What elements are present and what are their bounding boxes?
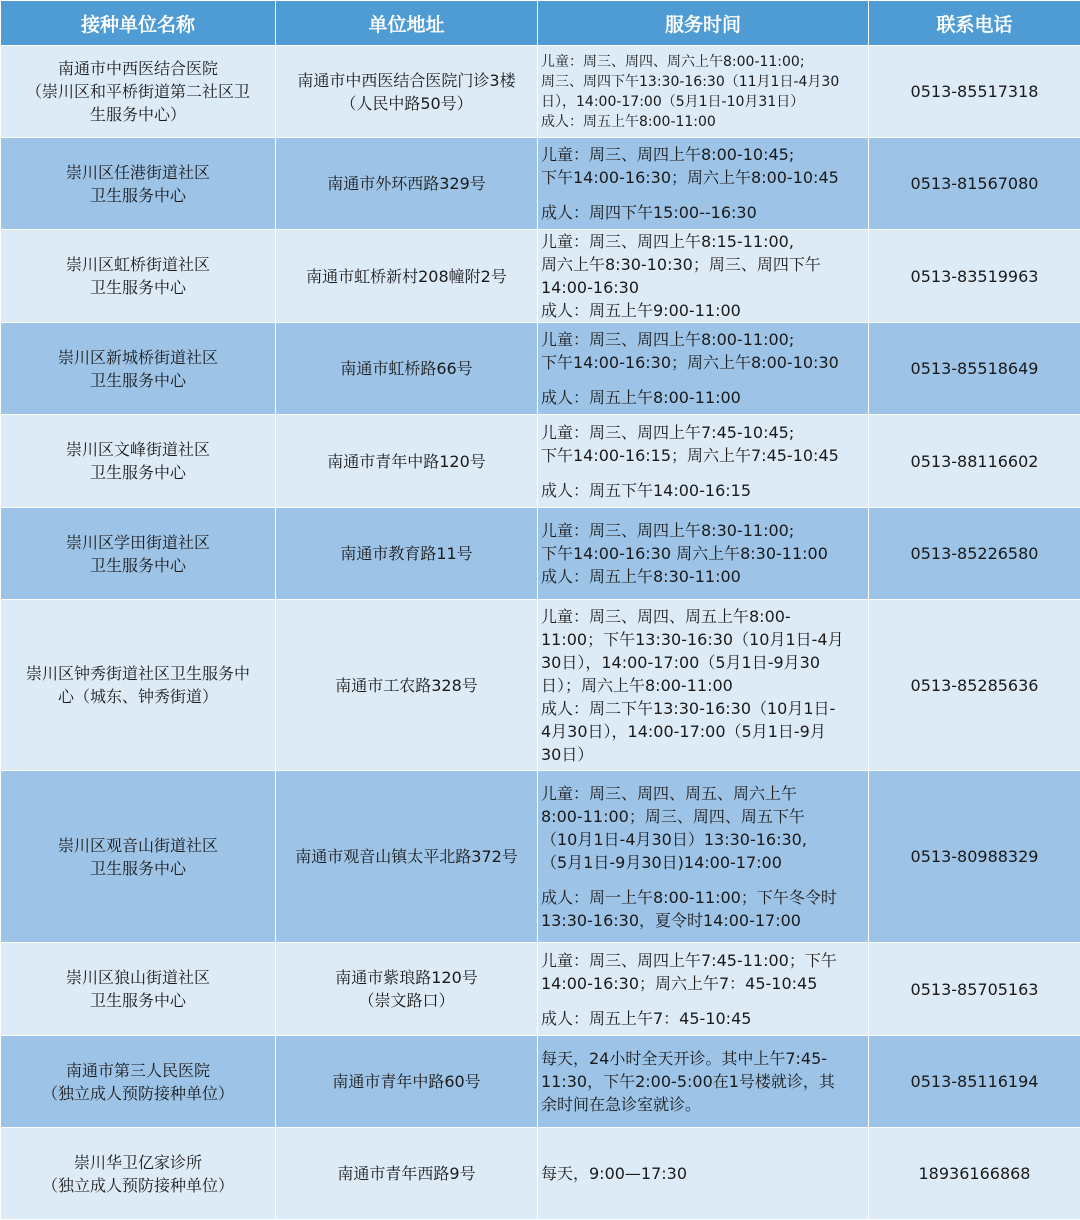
service-time-line: 成人：周一上午8:00-11:00；下午冬令时 [541,886,866,909]
site-name-line: 卫生服务中心 [5,857,271,880]
service-time [538,46,869,138]
site-address [276,943,538,1036]
service-time [538,1036,869,1128]
service-time-line: 成人：周四下午15:00--16:30 [541,201,866,224]
site-name-line: 崇川区钟秀街道社区卫生服务中 [5,662,271,685]
site-name [1,771,276,943]
table-row [1,415,1080,508]
service-time-line: 儿童：周三、周四、周五上午8:00- [541,605,866,628]
site-name [1,323,276,415]
service-time-line: 儿童：周三、周四上午8:00-11:00; [541,328,866,351]
site-address-line: （人民中路50号） [280,92,533,115]
spacer [541,874,866,886]
service-time-line: 11:30，下午2:00-5:00在1号楼就诊，其 [541,1070,866,1093]
service-time-line: 成人：周五上午9:00-11:00 [541,299,866,322]
site-address [276,1128,538,1220]
phone-number: 0513-85226580 [869,508,1080,600]
site-name-line: （崇川区和平桥街道第二社区卫 [5,80,271,103]
service-time-line: 4月30日），14:00-17:00（5月1日-9月 [541,720,866,743]
site-name-line: 卫生服务中心 [5,989,271,1012]
site-name [1,230,276,323]
site-address-line: （崇文路口） [280,989,533,1012]
site-address-line: 南通市观音山镇太平北路372号 [280,845,533,868]
site-name-line: 卫生服务中心 [5,554,271,577]
service-time-line: 余时间在急诊室就诊。 [541,1093,866,1116]
service-time-line: 日）；周六上午8:00-11:00 [541,674,866,697]
service-time-line: 周六上午8:30-10:30；周三、周四下午 [541,253,866,276]
table-row [1,600,1080,771]
site-name-line: 生服务中心） [5,103,271,126]
site-address [276,46,538,138]
site-address-line: 南通市外环西路329号 [280,172,533,195]
service-time-line: 14:00-16:30；周六上午7：45-10:45 [541,972,866,995]
site-name-line: 南通市中西医结合医院 [5,57,271,80]
header-address: 单位地址 [276,1,538,46]
phone-number: 0513-80988329 [869,771,1080,943]
service-time-line: 儿童：周三、周四、周六上午8:00-11:00; [541,52,866,72]
service-time-line: 下午14:00-16:30；周六上午8:00-10:30 [541,351,866,374]
site-address-line: 南通市虹桥路66号 [280,357,533,380]
service-time [538,508,869,600]
site-name [1,508,276,600]
site-name-line: 卫生服务中心 [5,276,271,299]
service-time-line: 儿童：周三、周四上午8:15-11:00, [541,230,866,253]
site-name-line: 崇川区文峰街道社区 [5,438,271,461]
site-name [1,415,276,508]
site-name-line: 南通市第三人民医院 [5,1059,271,1082]
site-name [1,1036,276,1128]
site-name-line: 卫生服务中心 [5,461,271,484]
site-name-line: 崇川区观音山街道社区 [5,834,271,857]
table-header-row [1,1,1080,46]
table-row [1,771,1080,943]
header-time: 服务时间 [538,1,869,46]
site-name [1,138,276,230]
service-time-line: 14:00-16:30 [541,276,866,299]
site-address-line: 南通市虹桥新村208幢附2号 [280,265,533,288]
site-address [276,771,538,943]
service-time-line: 下午14:00-16:30 周六上午8:30-11:00 [541,542,866,565]
service-time [538,138,869,230]
site-address [276,1036,538,1128]
service-time-line: 成人：周五上午8:00-11:00 [541,112,866,132]
phone-number: 0513-83519963 [869,230,1080,323]
service-time-line: 下午14:00-16:15；周六上午7:45-10:45 [541,444,866,467]
site-name-line: 崇川区任港街道社区 [5,161,271,184]
site-address-line: 南通市青年中路120号 [280,450,533,473]
site-address-line: 南通市青年西路9号 [280,1162,533,1185]
site-address [276,508,538,600]
site-address [276,230,538,323]
table-row [1,943,1080,1036]
service-time [538,323,869,415]
site-name-line: （独立成人预防接种单位） [5,1174,271,1197]
service-time-line: 儿童：周三、周四上午8:30-11:00; [541,519,866,542]
service-time-line: 儿童：周三、周四上午7:45-11:00；下午 [541,949,866,972]
table-row [1,46,1080,138]
site-address-line: 南通市青年中路60号 [280,1070,533,1093]
site-name-line: 崇川区新城桥街道社区 [5,346,271,369]
site-name-line: （独立成人预防接种单位） [5,1082,271,1105]
service-time-line: 儿童：周三、周四、周五、周六上午 [541,782,866,805]
table-row [1,230,1080,323]
site-name-line: 崇川区虹桥街道社区 [5,253,271,276]
service-time [538,600,869,771]
site-address [276,600,538,771]
service-time-line: 成人：周五上午8:30-11:00 [541,565,866,588]
service-time-line: 成人：周二下午13:30-16:30（10月1日- [541,697,866,720]
phone-number: 18936166868 [869,1128,1080,1220]
service-time-line: 日），14:00-17:00（5月1日-10月31日） [541,92,866,112]
site-address-line: 南通市教育路11号 [280,542,533,565]
service-time-line: 周三、周四下午13:30-16:30（11月1日-4月30 [541,72,866,92]
table-row [1,508,1080,600]
service-time-line: 儿童：周三、周四上午8:00-10:45; [541,143,866,166]
site-name-line: 心（城东、钟秀街道） [5,685,271,708]
site-address-line: 南通市工农路328号 [280,674,533,697]
site-address-line: 南通市中西医结合医院门诊3楼 [280,69,533,92]
service-time [538,1128,869,1220]
site-name [1,46,276,138]
table-row [1,323,1080,415]
phone-number: 0513-81567080 [869,138,1080,230]
service-time-line: 成人：周五上午7：45-10:45 [541,1007,866,1030]
site-name-line: 卫生服务中心 [5,184,271,207]
service-time [538,415,869,508]
table-row [1,138,1080,230]
site-name-line: 卫生服务中心 [5,369,271,392]
service-time-line: （5月1日-9月30日)14:00-17:00 [541,851,866,874]
phone-number: 0513-85705163 [869,943,1080,1036]
service-time-line: 8:00-11:00；周三、周四、周五下午 [541,805,866,828]
site-name-line: 崇川区学田街道社区 [5,531,271,554]
site-address [276,323,538,415]
header-name: 接种单位名称 [1,1,276,46]
service-time-line: 每天，9:00—17:30 [541,1162,866,1185]
service-time-line: （10月1日-4月30日）13:30-16:30, [541,828,866,851]
phone-number: 0513-85518649 [869,323,1080,415]
phone-number: 0513-85517318 [869,46,1080,138]
site-name-line: 崇川区狼山街道社区 [5,966,271,989]
service-time [538,230,869,323]
spacer [541,995,866,1007]
site-address [276,415,538,508]
table-row [1,1128,1080,1220]
service-time-line: 每天，24小时全天开诊。其中上午7:45- [541,1047,866,1070]
site-name [1,943,276,1036]
service-time-line: 30日） [541,743,866,766]
service-time-line: 11:00；下午13:30-16:30（10月1日-4月 [541,628,866,651]
phone-number: 0513-85116194 [869,1036,1080,1128]
service-time [538,943,869,1036]
phone-number: 0513-88116602 [869,415,1080,508]
service-time-line: 成人：周五上午8:00-11:00 [541,386,866,409]
phone-number: 0513-85285636 [869,600,1080,771]
site-name [1,1128,276,1220]
site-name-line: 崇川华卫亿家诊所 [5,1151,271,1174]
header-phone: 联系电话 [869,1,1080,46]
service-time-line: 下午14:00-16:30；周六上午8:00-10:45 [541,166,866,189]
site-address [276,138,538,230]
service-time [538,771,869,943]
service-time-line: 儿童：周三、周四上午7:45-10:45; [541,421,866,444]
site-address-line: 南通市紫琅路120号 [280,966,533,989]
service-time-line: 成人：周五下午14:00-16:15 [541,479,866,502]
spacer [541,374,866,386]
service-time-line: 30日），14:00-17:00（5月1日-9月30 [541,651,866,674]
spacer [541,189,866,201]
spacer [541,467,866,479]
service-time-line: 13:30-16:30，夏令时14:00-17:00 [541,909,866,932]
site-name [1,600,276,771]
table-row [1,1036,1080,1128]
